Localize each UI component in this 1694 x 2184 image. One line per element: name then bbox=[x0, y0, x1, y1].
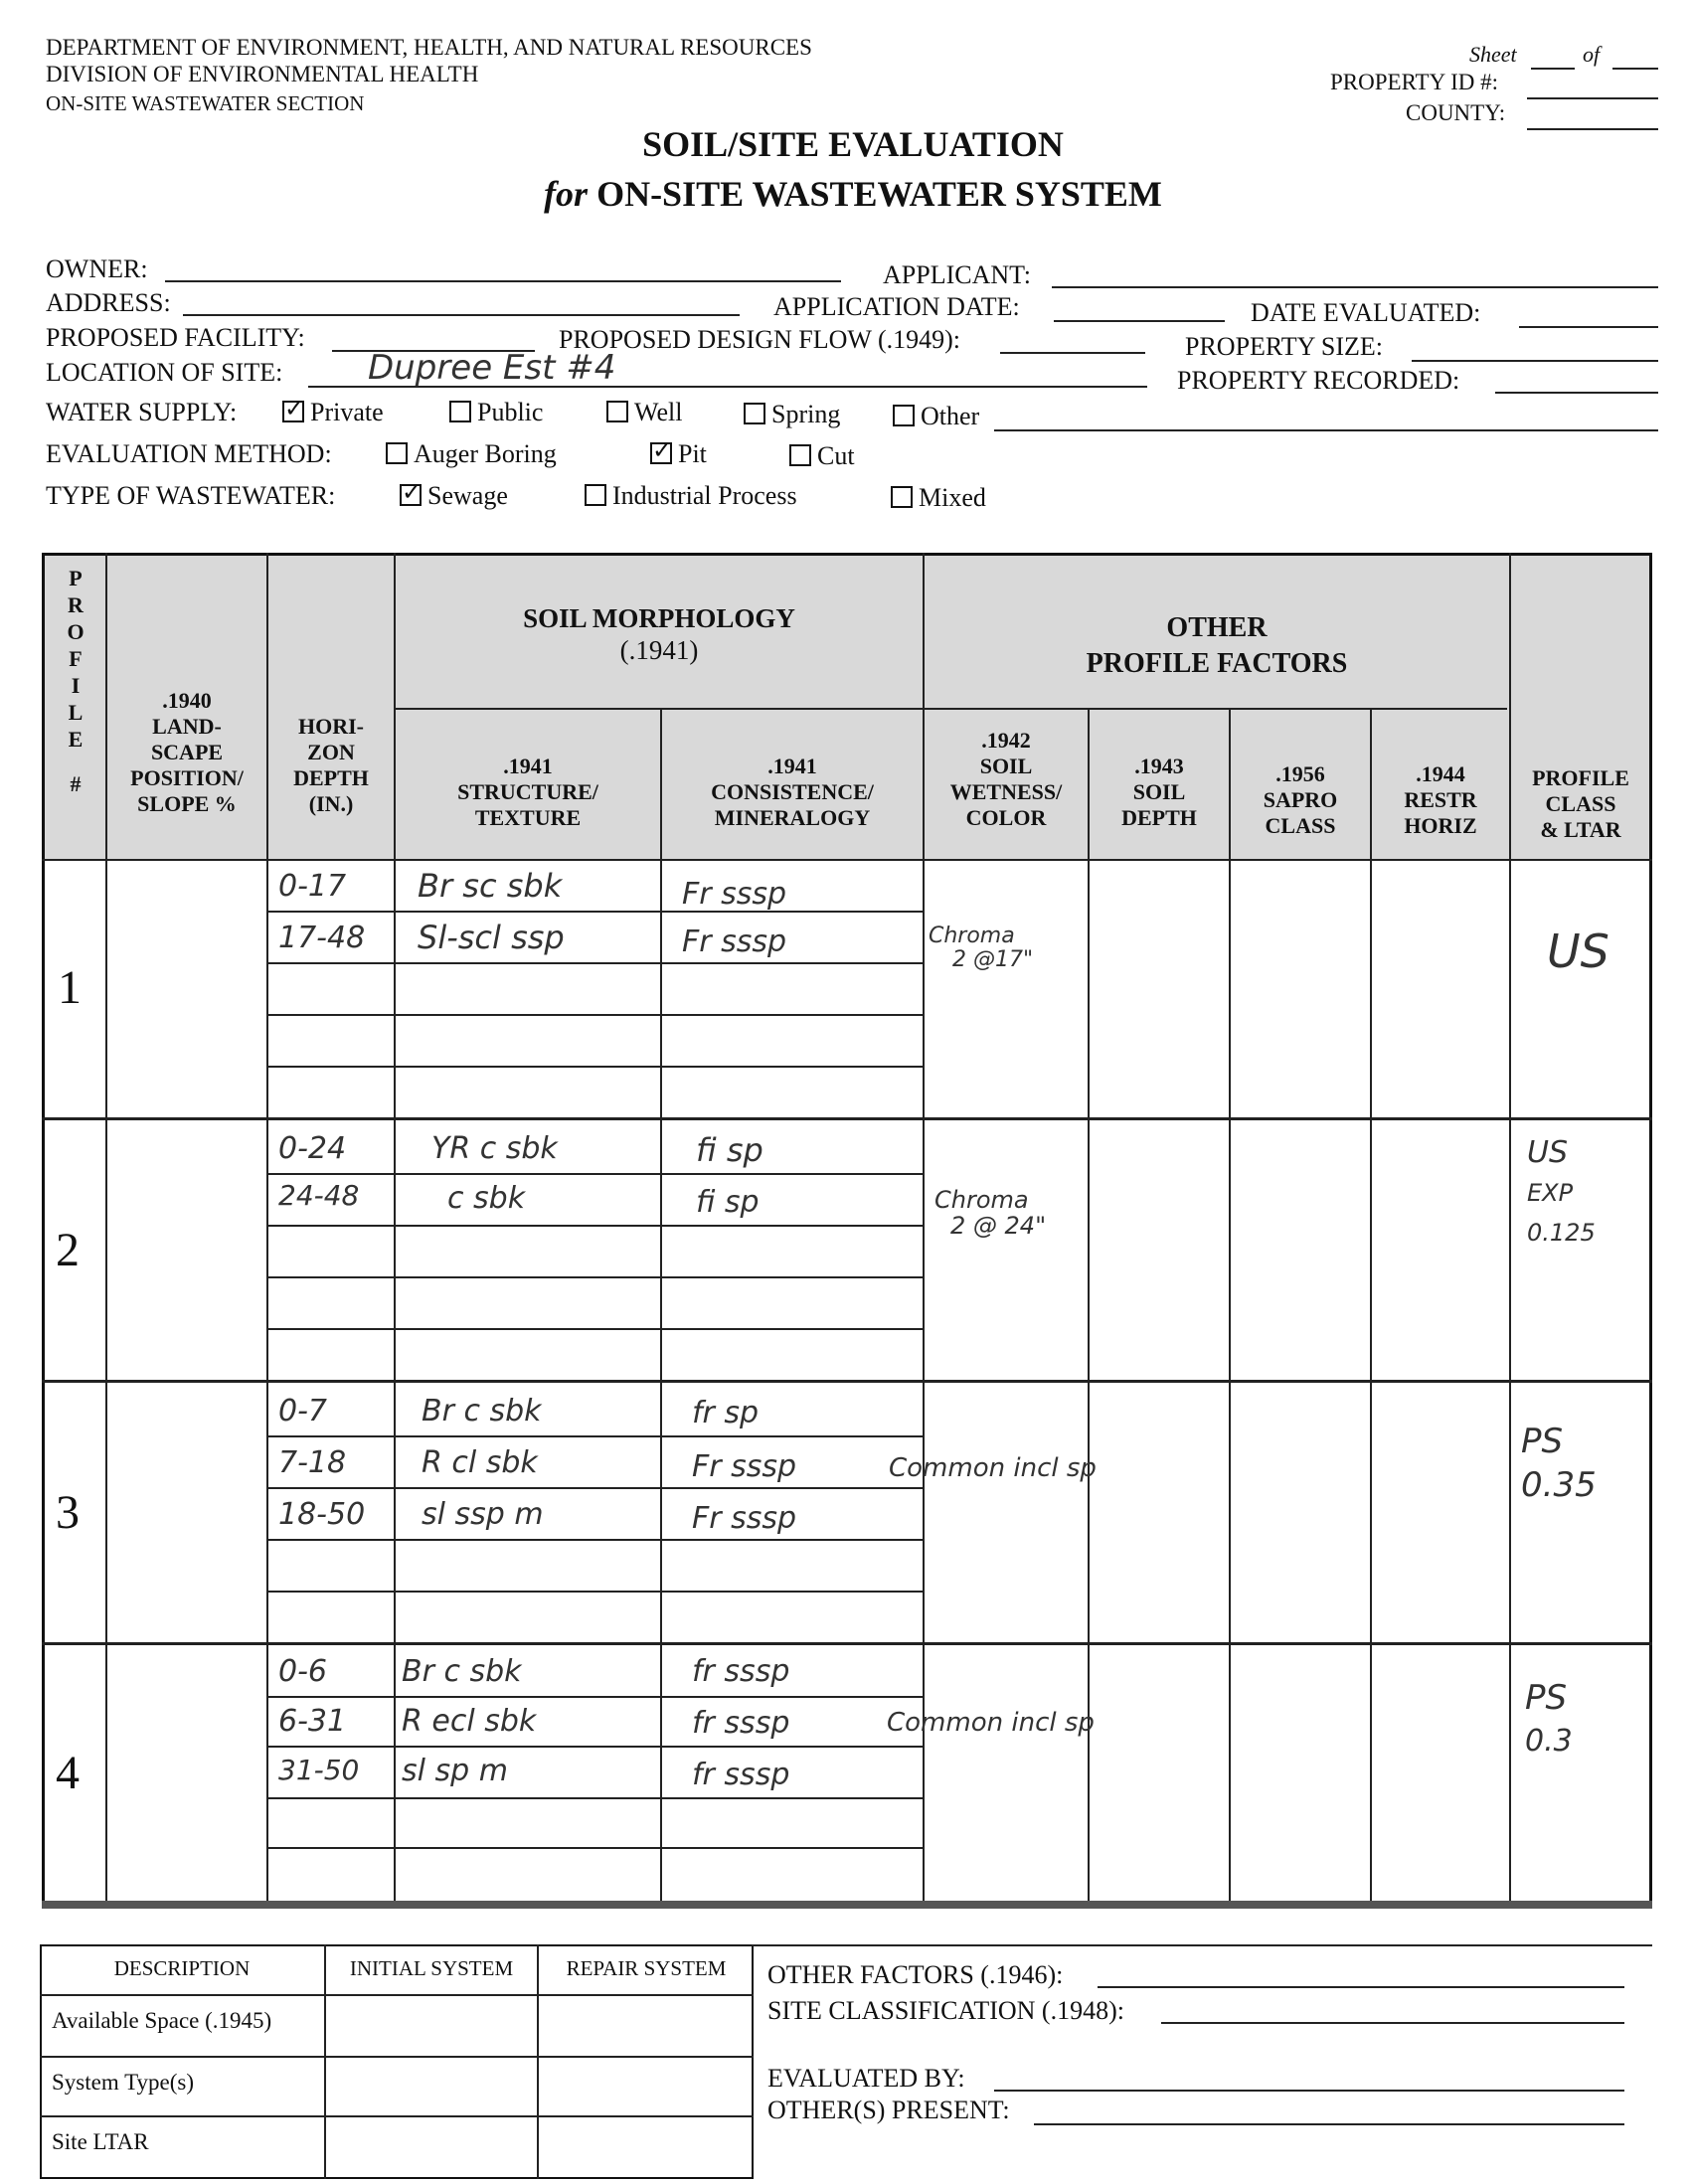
site-classification-field[interactable] bbox=[1161, 2022, 1624, 2024]
form-subtitle bbox=[0, 173, 1694, 215]
soil-wetness-color: Chroma 2 @17" bbox=[929, 924, 1034, 972]
property-size-field[interactable] bbox=[1412, 360, 1658, 362]
water-option-well[interactable]: Well bbox=[606, 398, 682, 427]
profile-number: 4 bbox=[56, 1747, 80, 1799]
date-evaluated-field[interactable] bbox=[1519, 326, 1658, 328]
row-rule bbox=[266, 1746, 925, 1748]
evaluated-by-field[interactable] bbox=[994, 2090, 1624, 2092]
water-supply-label: WATER SUPPLY: bbox=[46, 398, 238, 426]
profile-class-ltar: US EXP 0.125 bbox=[1527, 1135, 1596, 1247]
structure-texture: Br sc sbk bbox=[418, 867, 563, 905]
eval-option-auger-boring[interactable]: Auger Boring bbox=[386, 439, 557, 469]
structure-texture: c sbk bbox=[447, 1181, 526, 1216]
evaluation-method-label: EVALUATION METHOD: bbox=[46, 439, 332, 468]
proposed-facility-label: PROPOSED FACILITY: bbox=[46, 323, 305, 352]
water-option-public[interactable]: Public bbox=[449, 398, 543, 427]
section-name: ON-SITE WASTEWATER SECTION bbox=[46, 91, 365, 115]
horizon-depth: 0-24 bbox=[278, 1131, 347, 1166]
consistence-mineralogy: fr sssp bbox=[692, 1758, 790, 1792]
col-rule-restr bbox=[1509, 553, 1511, 1907]
structure-texture: YR c sbk bbox=[431, 1131, 558, 1166]
date-evaluated-label: DATE EVALUATED: bbox=[1251, 298, 1481, 327]
structure-texture: Sl-scl ssp bbox=[418, 919, 565, 956]
applicant-field[interactable] bbox=[1052, 286, 1658, 288]
row-rule bbox=[266, 1487, 925, 1489]
description-header: DESCRIPTION bbox=[113, 1956, 251, 1980]
structure-texture: sl ssp m bbox=[422, 1497, 544, 1532]
header-mid-rule bbox=[396, 708, 1507, 710]
row-rule bbox=[266, 1328, 925, 1330]
application-date-label: APPLICATION DATE: bbox=[773, 292, 1020, 321]
row-rule bbox=[40, 2115, 754, 2117]
row-rule bbox=[266, 1539, 925, 1541]
landscape-header: .1940 LAND- SCAPE POSITION/ SLOPE % bbox=[130, 688, 244, 816]
restr-header: .1944 RESTR HORIZ bbox=[1404, 761, 1477, 838]
consistence-mineralogy: Fr sssp bbox=[682, 924, 787, 959]
evaluated-by-label: EVALUATED BY: bbox=[767, 2064, 965, 2093]
wastewater-type-label: TYPE OF WASTEWATER: bbox=[46, 481, 336, 510]
checkbox-icon[interactable] bbox=[282, 401, 304, 422]
structure-texture: Br c sbk bbox=[422, 1394, 542, 1428]
property-recorded-field[interactable] bbox=[1495, 392, 1658, 394]
water-option-spring[interactable]: Spring bbox=[744, 400, 840, 429]
horizon-depth: 31-50 bbox=[278, 1754, 360, 1786]
sheet-label: Sheet bbox=[1469, 42, 1517, 67]
profile-separator bbox=[42, 1380, 1652, 1383]
structure-texture: R cl sbk bbox=[422, 1445, 538, 1480]
consistence-mineralogy: fr sp bbox=[692, 1396, 760, 1430]
property-size-label: PROPERTY SIZE: bbox=[1185, 332, 1383, 361]
col-rule-sapro bbox=[1370, 708, 1372, 1907]
row-rule bbox=[266, 911, 925, 913]
soil-wetness-color: Chroma 2 @ 24" bbox=[934, 1186, 1047, 1240]
other-factors-header: OTHER PROFILE FACTORS bbox=[1086, 612, 1348, 679]
wastewater-option-industrial[interactable]: Industrial Process bbox=[585, 481, 797, 511]
eval-option-cut[interactable]: Cut bbox=[789, 441, 855, 471]
horizon-depth: 6-31 bbox=[278, 1704, 347, 1739]
horizon-depth: 0-6 bbox=[278, 1654, 327, 1689]
row-rule bbox=[266, 1847, 925, 1849]
checkbox-icon[interactable] bbox=[606, 401, 628, 422]
other-factors-label: OTHER FACTORS (.1946): bbox=[767, 1960, 1064, 1989]
structure-header: .1941 STRUCTURE/ TEXTURE bbox=[457, 754, 598, 830]
row-rule bbox=[266, 1173, 925, 1175]
others-present-field[interactable] bbox=[1034, 2123, 1624, 2125]
available-space-label: Available Space (.1945) bbox=[52, 2008, 272, 2033]
profile-class-ltar: US bbox=[1547, 924, 1609, 978]
water-option-other[interactable]: Other bbox=[893, 402, 979, 431]
checkbox-icon[interactable] bbox=[891, 486, 913, 508]
department-name: DEPARTMENT OF ENVIRONMENT, HEALTH, AND NATURAL RESOURCES bbox=[46, 35, 812, 60]
row-rule bbox=[266, 1225, 925, 1227]
profile-class-ltar: PS 0.3 bbox=[1525, 1678, 1573, 1759]
wastewater-option-mixed[interactable]: Mixed bbox=[891, 483, 986, 513]
property-recorded-label: PROPERTY RECORDED: bbox=[1177, 366, 1460, 395]
horizon-depth: 0-17 bbox=[278, 869, 347, 904]
consistence-mineralogy: Fr sssp bbox=[692, 1501, 797, 1536]
checkbox-icon[interactable] bbox=[400, 484, 422, 506]
form-subtitle-for: for bbox=[544, 174, 589, 214]
address-field[interactable] bbox=[183, 314, 740, 316]
county-label: COUNTY: bbox=[1406, 100, 1506, 125]
form-title: SOIL/SITE EVALUATION bbox=[642, 124, 1064, 164]
repair-system-header: REPAIR SYSTEM bbox=[566, 1956, 727, 1980]
profile-header: P R O F I L E # bbox=[67, 566, 85, 796]
structure-texture: sl sp m bbox=[402, 1754, 508, 1788]
soil-wetness-color: Common incl sp bbox=[887, 1708, 1095, 1738]
design-flow-label: PROPOSED DESIGN FLOW (.1949): bbox=[559, 325, 960, 354]
sheet-number-field[interactable] bbox=[1531, 68, 1575, 70]
horizon-depth: 17-48 bbox=[278, 921, 366, 955]
consistence-mineralogy: fr sssp bbox=[692, 1706, 790, 1741]
division-name: DIVISION OF ENVIRONMENTAL HEALTH bbox=[46, 62, 479, 86]
row-rule bbox=[266, 1276, 925, 1278]
wastewater-option-sewage[interactable]: ✓ Sewage bbox=[400, 481, 508, 511]
profile-number: 2 bbox=[56, 1224, 80, 1276]
eval-option-pit[interactable]: ✓ Pit bbox=[650, 439, 707, 469]
water-option-private[interactable]: ✓ Private bbox=[282, 398, 384, 427]
horizon-depth: 7-18 bbox=[278, 1445, 347, 1480]
profile-separator bbox=[42, 1117, 1652, 1120]
consistence-mineralogy: Fr sssp bbox=[682, 877, 787, 912]
checkbox-icon[interactable] bbox=[789, 444, 811, 466]
initial-system-header: INITIAL SYSTEM bbox=[349, 1956, 514, 1980]
row-rule bbox=[266, 1066, 925, 1068]
consistence-mineralogy: fi sp bbox=[696, 1131, 763, 1169]
wetness-header: .1942 SOIL WETNESS/ COLOR bbox=[949, 728, 1063, 830]
owner-label: OWNER: bbox=[46, 254, 148, 283]
col-rule-depth bbox=[1229, 708, 1231, 1907]
of-label: of bbox=[1583, 42, 1601, 67]
form-subtitle-main: ON-SITE WASTEWATER SYSTEM bbox=[596, 174, 1162, 214]
row-rule bbox=[266, 1591, 925, 1593]
address-label: ADDRESS: bbox=[46, 288, 171, 317]
location-label: LOCATION OF SITE: bbox=[46, 358, 283, 387]
other-factors-field[interactable] bbox=[1098, 1986, 1624, 1988]
location-value: Dupree Est #4 bbox=[368, 348, 616, 388]
row-rule bbox=[266, 962, 925, 964]
system-type-label: System Type(s) bbox=[52, 2070, 194, 2095]
consistence-mineralogy: fi sp bbox=[696, 1185, 760, 1220]
checkbox-icon[interactable] bbox=[650, 442, 672, 464]
structure-texture: Br c sbk bbox=[402, 1654, 522, 1689]
row-rule bbox=[266, 1797, 925, 1799]
sheet-total-field[interactable] bbox=[1612, 68, 1658, 70]
checkbox-icon[interactable] bbox=[893, 405, 915, 426]
soil-morphology-header: SOIL MORPHOLOGY (.1941) bbox=[523, 603, 795, 665]
profile-number: 1 bbox=[58, 961, 82, 1014]
profile-class-ltar: PS 0.35 bbox=[1521, 1422, 1597, 1505]
design-flow-field[interactable] bbox=[1000, 352, 1145, 354]
table-bottom-rule bbox=[42, 1901, 1652, 1909]
checkbox-icon[interactable] bbox=[744, 403, 765, 424]
property-id-label: PROPERTY ID #: bbox=[1330, 70, 1499, 94]
horizon-header: HORI- ZON DEPTH (IN.) bbox=[293, 714, 369, 816]
profile-separator bbox=[42, 1642, 1652, 1645]
horizon-depth: 24-48 bbox=[278, 1179, 360, 1212]
checkbox-icon[interactable] bbox=[585, 484, 606, 506]
sapro-header: .1956 SAPRO CLASS bbox=[1263, 761, 1338, 838]
consistence-header: .1941 CONSISTENCE/ MINERALOGY bbox=[711, 754, 874, 830]
header-bottom-rule bbox=[42, 859, 1652, 861]
col-rule-structure bbox=[660, 708, 662, 1907]
others-present-label: OTHER(S) PRESENT: bbox=[767, 2096, 1010, 2124]
soil-depth-header: .1943 SOIL DEPTH bbox=[1121, 754, 1197, 830]
water-other-field[interactable] bbox=[994, 429, 1658, 431]
site-classification-label: SITE CLASSIFICATION (.1948): bbox=[767, 1996, 1124, 2025]
checkbox-icon[interactable] bbox=[449, 401, 471, 422]
checkbox-icon[interactable] bbox=[386, 442, 408, 464]
property-id-field[interactable] bbox=[1527, 97, 1658, 99]
consistence-mineralogy: Fr sssp bbox=[692, 1449, 797, 1484]
horizon-depth: 0-7 bbox=[278, 1394, 327, 1428]
row-rule bbox=[266, 1014, 925, 1016]
row-rule bbox=[266, 1696, 925, 1698]
available-space-repair[interactable] bbox=[539, 1996, 754, 2056]
site-ltar-label: Site LTAR bbox=[52, 2129, 149, 2154]
row-rule bbox=[266, 1435, 925, 1437]
available-space-initial[interactable] bbox=[326, 1996, 537, 2056]
row-rule bbox=[752, 1944, 1652, 1946]
consistence-mineralogy: fr sssp bbox=[692, 1654, 790, 1689]
owner-field[interactable] bbox=[165, 280, 841, 282]
row-rule bbox=[40, 2056, 754, 2058]
applicant-label: APPLICANT: bbox=[883, 260, 1031, 289]
structure-texture: R ecl sbk bbox=[402, 1704, 537, 1739]
horizon-depth: 18-50 bbox=[278, 1497, 366, 1532]
soil-wetness-color: Common incl sp bbox=[889, 1453, 1097, 1483]
profile-number: 3 bbox=[56, 1486, 80, 1539]
profile-class-header: PROFILE CLASS & LTAR bbox=[1532, 765, 1629, 842]
application-date-field[interactable] bbox=[1054, 320, 1225, 322]
